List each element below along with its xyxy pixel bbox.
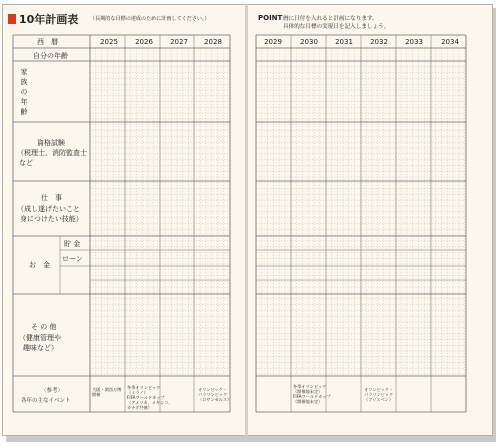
row-own-age: 自分の年齢 bbox=[33, 52, 68, 60]
page-subtitle: （長期的な目標の達成のために計画してください。） bbox=[90, 16, 210, 22]
point-label: POINT bbox=[258, 14, 283, 22]
year-2028: 2028 bbox=[204, 38, 222, 46]
year-2026: 2026 bbox=[135, 38, 153, 46]
row-work-sub1: （成し遂げたいこと bbox=[17, 205, 80, 213]
row-qualification-sub1: （税理士、消防監査士 bbox=[17, 149, 87, 157]
row-qualification-sub2: など bbox=[19, 159, 33, 167]
row-family-age: 家族の年齢 bbox=[20, 68, 28, 118]
row-savings: 貯 金 bbox=[64, 240, 81, 248]
row-work-sub2: 身につけたい技能） bbox=[20, 215, 83, 223]
row-other-sub1: （健康管理や bbox=[19, 334, 61, 342]
dot-grid bbox=[90, 48, 466, 376]
row-work-title: 仕 事 bbox=[41, 194, 62, 202]
table-lines bbox=[13, 35, 466, 412]
row-other-sub2: 趣味など） bbox=[23, 344, 58, 352]
event-2032: オリンピック・ パラリンピック （ブリスベン） bbox=[364, 387, 394, 403]
row-events-title: 〈参考〉 bbox=[41, 388, 64, 394]
event-2030: 冬季オリンピック （開催地未定） FIFAワールドカップ （開催地未定） bbox=[293, 384, 331, 405]
year-2034: 2034 bbox=[441, 38, 459, 46]
event-2025: 大阪・関西万博 開催 bbox=[92, 387, 122, 398]
page-title: 10年計画表 bbox=[19, 13, 79, 26]
year-2031: 2031 bbox=[335, 38, 353, 46]
year-2030: 2030 bbox=[300, 38, 318, 46]
year-2029: 2029 bbox=[264, 38, 282, 46]
point-text-line-1: 暦に日付を入れると計画になります。 bbox=[283, 16, 378, 22]
year-2032: 2032 bbox=[370, 38, 388, 46]
year-2027: 2027 bbox=[170, 38, 188, 46]
row-money: お 金 bbox=[29, 261, 50, 269]
row-qualification-title: 資格試験 bbox=[37, 139, 65, 147]
point-text-line-2: 具体的な目標の実現日を記入しましょう。 bbox=[283, 24, 390, 30]
event-2028: オリンピック・ パラリンピック （ロサンゼルス） bbox=[198, 387, 232, 403]
row-events-sub: 各年の主なイベント bbox=[21, 398, 71, 404]
year-2033: 2033 bbox=[405, 38, 423, 46]
era-label: 西 暦 bbox=[37, 38, 58, 46]
row-other-title: そ の 他 bbox=[31, 323, 57, 331]
year-2025: 2025 bbox=[100, 38, 118, 46]
row-loan: ローン bbox=[62, 255, 83, 263]
event-2026: 冬季オリンピック （ミラノ） FIFAワールドカップ （アメリカ、メキシコ、 カナダ共催） bbox=[127, 385, 173, 411]
